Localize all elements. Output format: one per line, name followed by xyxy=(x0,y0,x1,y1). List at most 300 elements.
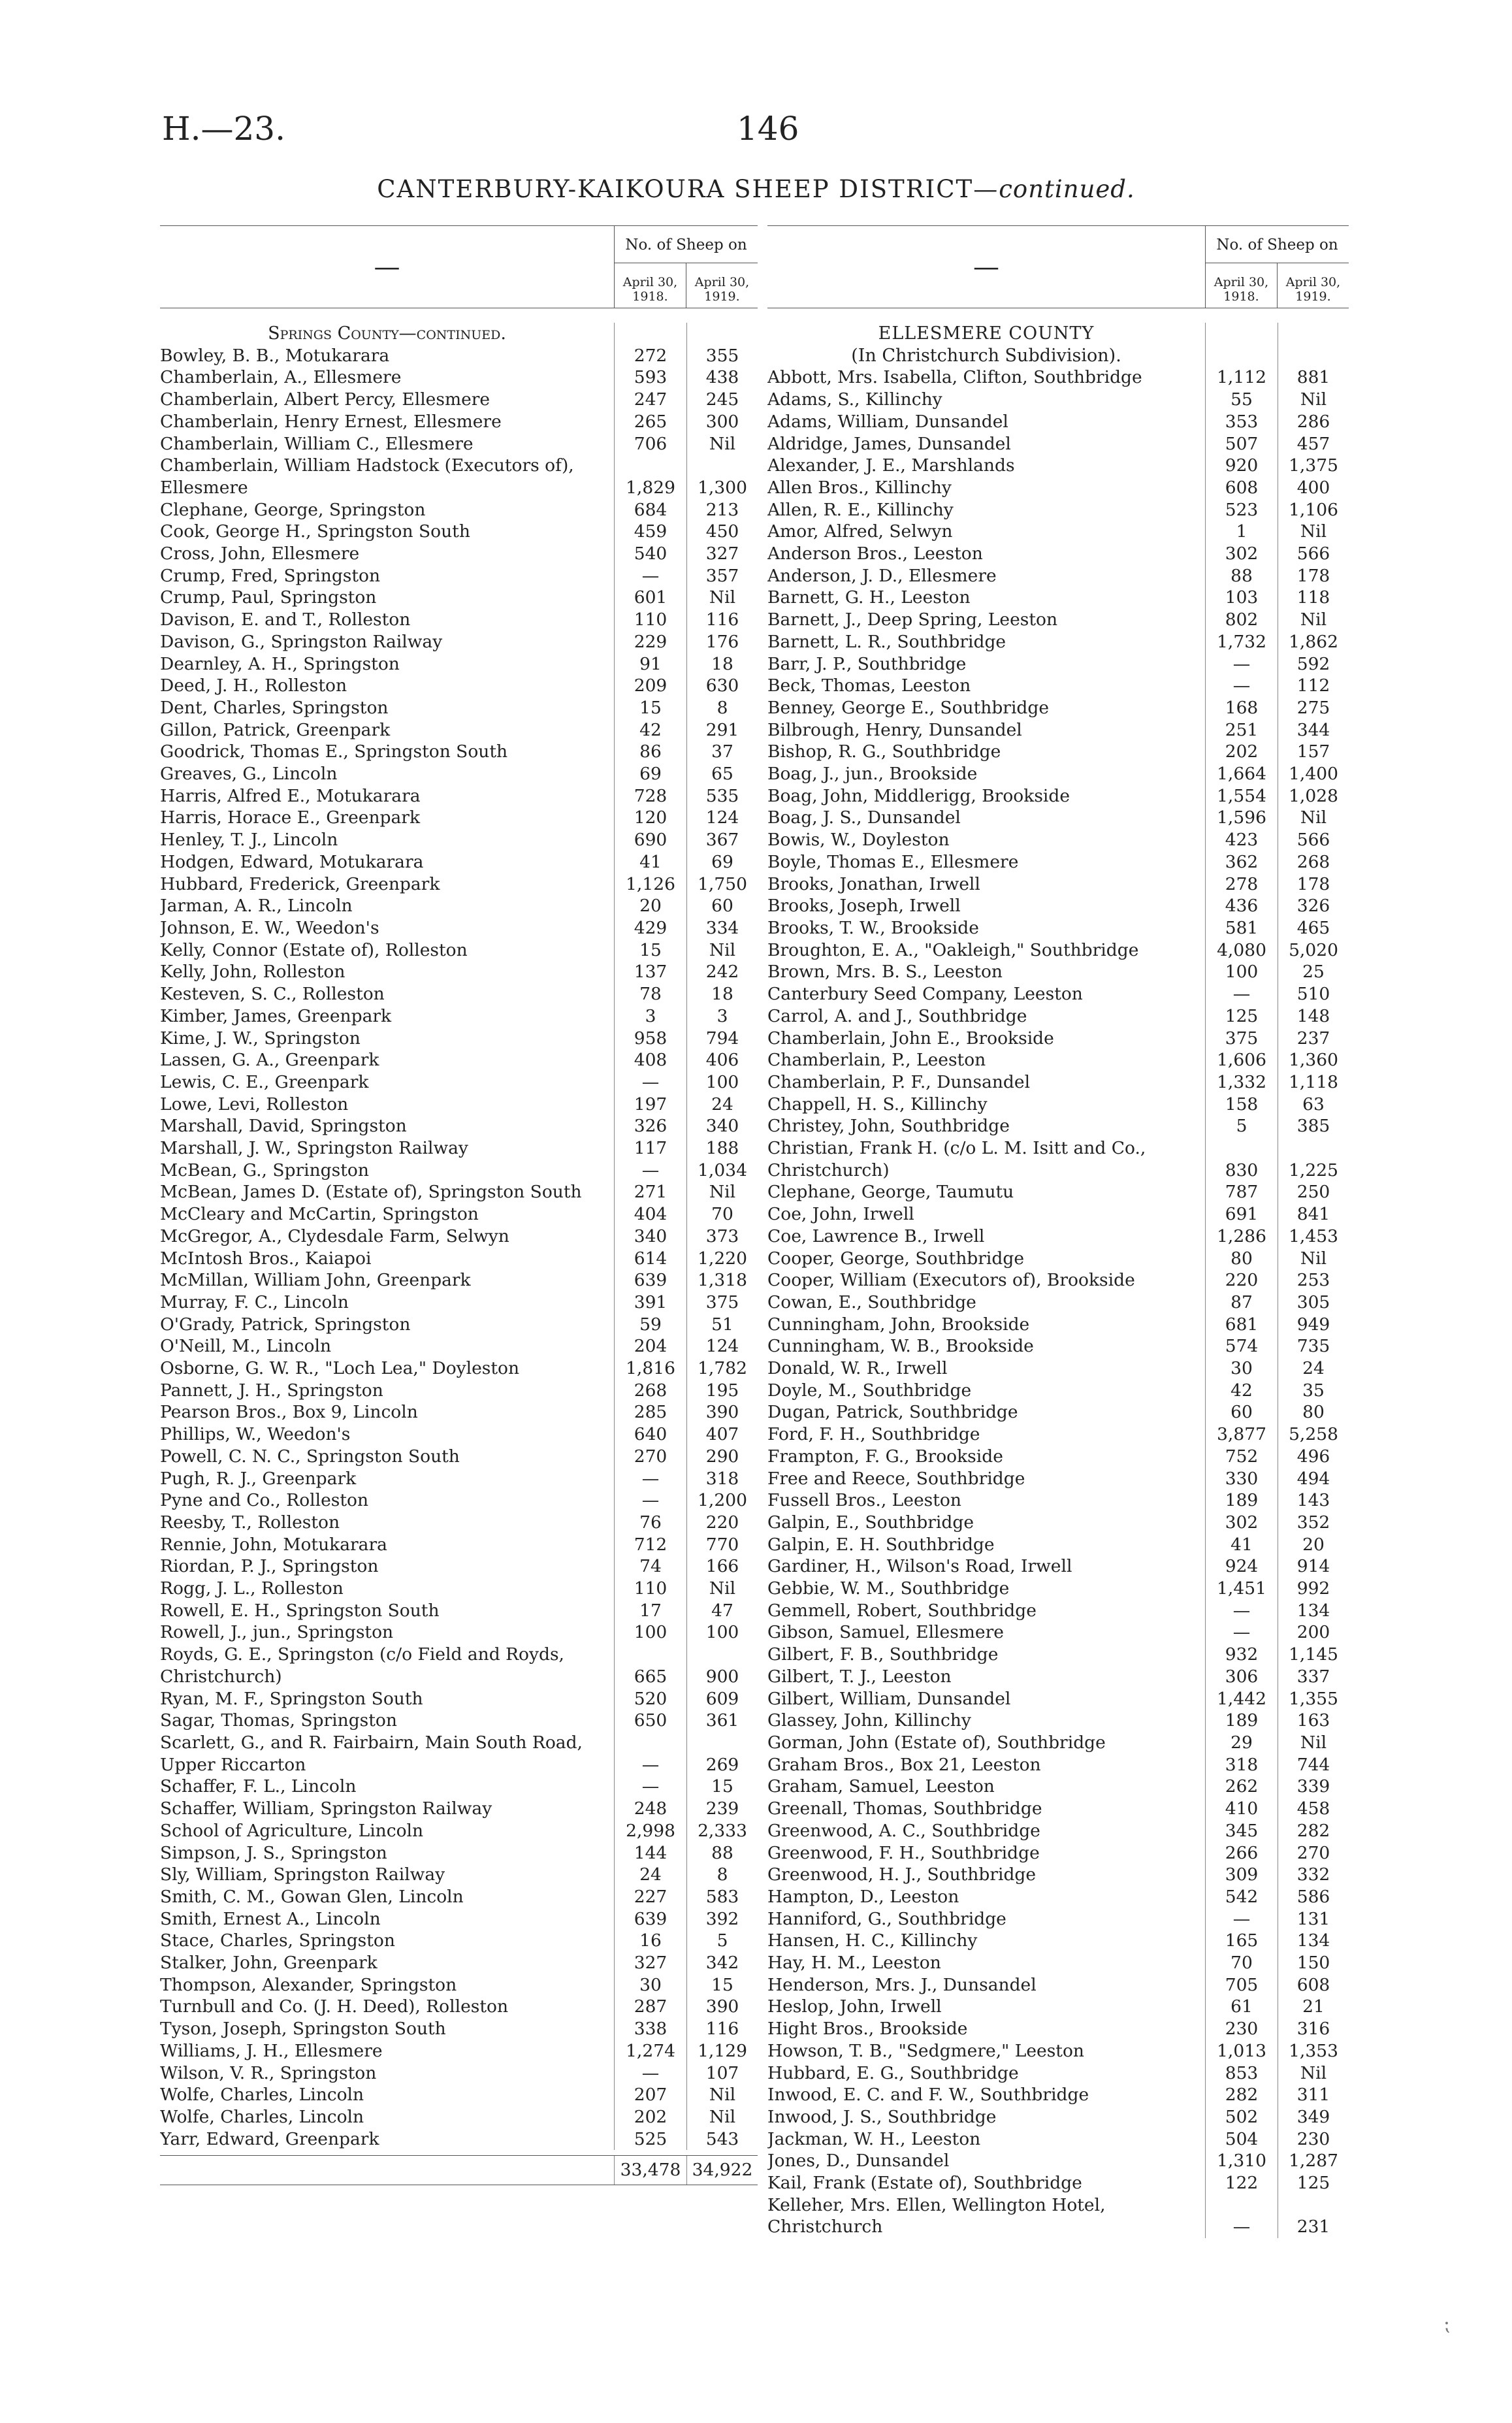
owner-name: Barnett, L. R., Southbridge xyxy=(767,631,1006,652)
sheep-1919: 438 xyxy=(686,366,758,389)
table-row xyxy=(160,1358,758,1380)
sheep-1919: 316 xyxy=(1278,2018,1349,2040)
owner-name: Chappell, H. S., Killinchy xyxy=(767,1094,988,1114)
sheep-1919: Nil xyxy=(1278,2062,1349,2085)
table-row xyxy=(160,1930,758,1952)
sheep-1919: Nil xyxy=(686,587,758,609)
sheep-1919: 1,353 xyxy=(1278,2040,1349,2062)
owner-name: Benney, George E., Southbridge xyxy=(767,697,1050,718)
table-row xyxy=(767,1666,1349,1688)
sheep-1918: 282 xyxy=(1205,2084,1278,2106)
table-row xyxy=(767,1292,1349,1314)
sheep-1918: 189 xyxy=(1205,1710,1278,1732)
owner-name: Adams, S., Killinchy xyxy=(767,389,942,410)
table-row xyxy=(160,1600,758,1622)
table-row xyxy=(160,521,758,543)
table-row xyxy=(160,1489,758,1512)
table-row xyxy=(767,1688,1349,1710)
table-row xyxy=(160,1468,758,1490)
sheep-1919: 349 xyxy=(1278,2106,1349,2128)
sheep-1918: — xyxy=(614,1489,686,1512)
table-row xyxy=(160,983,758,1005)
table-row xyxy=(160,411,758,433)
sheep-1918: — xyxy=(1205,1600,1278,1622)
owner-name: Frampton, F. G., Brookside xyxy=(767,1446,1003,1467)
table-row xyxy=(160,1842,758,1864)
table-row xyxy=(767,939,1349,962)
sheep-1919: 1,862 xyxy=(1278,631,1349,653)
table-row xyxy=(160,1555,758,1578)
sheep-1918: 30 xyxy=(1205,1358,1278,1380)
table-row xyxy=(767,1908,1349,1930)
sheep-1918: 330 xyxy=(1205,1468,1278,1490)
sheep-1918: 502 xyxy=(1205,2106,1278,2128)
sheep-1919: 300 xyxy=(686,411,758,433)
owner-name: Gilbert, F. B., Southbridge xyxy=(767,1644,999,1665)
sheep-1919: 361 xyxy=(686,1710,758,1732)
right-name-header: — xyxy=(973,252,999,282)
sheep-1919: 116 xyxy=(686,2018,758,2040)
margin-mark: ⁏ xyxy=(1443,2313,1451,2335)
table-row xyxy=(160,1820,758,1842)
table-row xyxy=(767,1314,1349,1336)
owner-name: Simpson, J. S., Springston xyxy=(160,1842,387,1863)
owner-name: Scarlett, G., and R. Fairbairn, Main South Road, Upper Riccarton xyxy=(160,1732,583,1775)
table-row xyxy=(767,1644,1349,1666)
owner-name: Gibson, Samuel, Ellesmere xyxy=(767,1622,1004,1643)
table-row xyxy=(160,1974,758,1996)
sheep-1919: 275 xyxy=(1278,697,1349,719)
table-row xyxy=(160,565,758,587)
sheep-1918: 74 xyxy=(614,1555,686,1578)
table-row xyxy=(160,1314,758,1336)
owner-name: Crump, Paul, Springston xyxy=(160,587,377,608)
owner-name: Reesby, T., Rolleston xyxy=(160,1512,340,1533)
sheep-1919: 592 xyxy=(1278,653,1349,675)
sheep-1918: 202 xyxy=(614,2106,686,2128)
table-row xyxy=(767,565,1349,587)
table-row xyxy=(160,2128,758,2151)
sheep-1919: 124 xyxy=(686,807,758,829)
table-row xyxy=(160,1226,758,1248)
owner-name: Boag, J. S., Dunsandel xyxy=(767,807,961,828)
owner-name: Thompson, Alexander, Springston xyxy=(160,1974,457,1995)
sheep-1919: 311 xyxy=(1278,2084,1349,2106)
owner-name: Heslop, John, Irwell xyxy=(767,1996,942,2017)
sheep-1918: — xyxy=(1205,653,1278,675)
sheep-1919: 373 xyxy=(686,1226,758,1248)
table-row xyxy=(160,675,758,697)
sheep-1918: 229 xyxy=(614,631,686,653)
owner-name: Royds, G. E., Springston (c/o Field and Royds, Christchurch) xyxy=(160,1644,564,1687)
owner-name: Harris, Alfred E., Motukarara xyxy=(160,785,421,806)
table-row xyxy=(767,477,1349,499)
owner-name: Bilbrough, Henry, Dunsandel xyxy=(767,719,1022,740)
owner-name: Clephane, George, Springston xyxy=(160,499,426,520)
sheep-1918: 15 xyxy=(614,939,686,962)
owner-name: Allen, R. E., Killinchy xyxy=(767,499,954,520)
table-row xyxy=(767,1534,1349,1556)
right-table xyxy=(767,225,1349,2238)
sheep-1918: 1,332 xyxy=(1205,1071,1278,1094)
left-total-1919: 34,922 xyxy=(686,2156,758,2185)
sheep-1918: 87 xyxy=(1205,1292,1278,1314)
sheep-1918: 1,554 xyxy=(1205,785,1278,807)
owner-name: Hubbard, E. G., Southbridge xyxy=(767,2062,1019,2083)
table-row xyxy=(767,1005,1349,1028)
owner-name: Abbott, Mrs. Isabella, Clifton, Southbridge xyxy=(767,367,1142,388)
sheep-1918: 30 xyxy=(614,1974,686,1996)
table-row xyxy=(160,1732,758,1776)
owner-name: Cook, George H., Springston South xyxy=(160,521,470,542)
sheep-1919: 134 xyxy=(1278,1930,1349,1952)
table-row xyxy=(160,1292,758,1314)
owner-name: Gilbert, William, Dunsandel xyxy=(767,1688,1011,1709)
sheep-1918: 691 xyxy=(1205,1203,1278,1226)
table-row xyxy=(160,1996,758,2018)
sheep-1919: 457 xyxy=(1278,433,1349,455)
sheep-1918: 429 xyxy=(614,917,686,939)
table-row xyxy=(160,851,758,873)
sheep-1918: 601 xyxy=(614,587,686,609)
sheep-1918: 787 xyxy=(1205,1181,1278,1203)
sheep-1919: 25 xyxy=(1278,961,1349,983)
sheep-1919: 535 xyxy=(686,785,758,807)
sheep-1919: Nil xyxy=(1278,609,1349,631)
sheep-1918: 391 xyxy=(614,1292,686,1314)
table-row xyxy=(160,2106,758,2128)
table-row xyxy=(767,1094,1349,1116)
sheep-1918: 4,080 xyxy=(1205,939,1278,962)
sheep-1919: 157 xyxy=(1278,741,1349,763)
table-row xyxy=(767,1996,1349,2018)
table-row xyxy=(160,1160,758,1182)
owner-name: Cross, John, Ellesmere xyxy=(160,544,360,564)
owner-name: Ford, F. H., Southbridge xyxy=(767,1424,980,1445)
sheep-1918: 3 xyxy=(614,1005,686,1028)
sheep-1919: 231 xyxy=(1278,2194,1349,2238)
sheep-1919: Nil xyxy=(686,1578,758,1600)
table-row xyxy=(767,1248,1349,1270)
sheep-1919: 24 xyxy=(686,1094,758,1116)
sheep-1919: 100 xyxy=(686,1621,758,1644)
sheep-1918: 712 xyxy=(614,1534,686,1556)
owner-name: Dent, Charles, Springston xyxy=(160,697,389,718)
sheep-1919: 125 xyxy=(1278,2172,1349,2194)
sheep-1918: 507 xyxy=(1205,433,1278,455)
owner-name: Chamberlain, William Hadstock (Executors of), Ellesmere xyxy=(160,455,574,498)
owner-name: Free and Reece, Southbridge xyxy=(767,1468,1025,1489)
sheep-1918: 24 xyxy=(614,1864,686,1886)
table-row xyxy=(160,1952,758,1974)
sheep-1918: 110 xyxy=(614,609,686,631)
sheep-1919: 239 xyxy=(686,1798,758,1820)
table-row xyxy=(160,1644,758,1687)
sheep-1919: 118 xyxy=(1278,587,1349,609)
sheep-1919: 608 xyxy=(1278,1974,1349,1996)
owner-name: Amor, Alfred, Selwyn xyxy=(767,521,953,542)
owner-name: Crump, Fred, Springston xyxy=(160,565,381,586)
table-row xyxy=(160,2084,758,2106)
table-row xyxy=(767,1974,1349,1996)
owner-name: Boag, John, Middlerigg, Brookside xyxy=(767,785,1070,806)
sheep-1919: 1,287 xyxy=(1278,2150,1349,2172)
right-section-sub: (In Christchurch Subdivision). xyxy=(851,345,1121,366)
owner-name: O'Grady, Patrick, Springston xyxy=(160,1314,411,1335)
table-row xyxy=(160,1798,758,1820)
sheep-1918: 122 xyxy=(1205,2172,1278,2194)
owner-name: Kelly, John, Rolleston xyxy=(160,962,346,983)
sheep-1919: 770 xyxy=(686,1534,758,1556)
owner-name: Tyson, Joseph, Springston South xyxy=(160,2019,446,2040)
table-row xyxy=(160,1049,758,1071)
sheep-1918: 168 xyxy=(1205,697,1278,719)
sheep-1918: 404 xyxy=(614,1203,686,1226)
table-row xyxy=(160,1071,758,1094)
table-row xyxy=(767,983,1349,1005)
sheep-1919: 375 xyxy=(686,1292,758,1314)
sheep-1919: 8 xyxy=(686,1864,758,1886)
owner-name: Greenwood, A. C., Southbridge xyxy=(767,1820,1040,1841)
owner-name: Henley, T. J., Lincoln xyxy=(160,830,338,851)
left-section-title: Springs County—continued. xyxy=(268,323,506,344)
sheep-1919: 5 xyxy=(686,1930,758,1952)
table-row xyxy=(767,785,1349,807)
sheep-1919: 15 xyxy=(686,1974,758,1996)
sheep-1919: 841 xyxy=(1278,1203,1349,1226)
sheep-1918: 197 xyxy=(614,1094,686,1116)
table-row xyxy=(767,1335,1349,1358)
owner-name: Cooper, George, Southbridge xyxy=(767,1248,1025,1269)
sheep-1919: 150 xyxy=(1278,1952,1349,1974)
left-name-header: — xyxy=(374,252,400,282)
owner-name: Yarr, Edward, Greenpark xyxy=(160,2128,379,2149)
sheep-1918: 958 xyxy=(614,1028,686,1050)
table-row xyxy=(160,939,758,962)
owner-name: Greaves, G., Lincoln xyxy=(160,764,338,785)
sheep-1919: 69 xyxy=(686,851,758,873)
table-row xyxy=(767,653,1349,675)
sheep-1919: 18 xyxy=(686,653,758,675)
owner-name: Jarman, A. R., Lincoln xyxy=(160,896,353,917)
sheep-1918: 247 xyxy=(614,389,686,411)
table-row xyxy=(767,1489,1349,1512)
sheep-1919: 400 xyxy=(1278,477,1349,499)
sheep-1919: 63 xyxy=(1278,1094,1349,1116)
sheep-1918: 504 xyxy=(1205,2128,1278,2151)
sheep-1918: 340 xyxy=(614,1226,686,1248)
owner-name: Kelly, Connor (Estate of), Rolleston xyxy=(160,939,468,960)
owner-name: Chamberlain, P., Leeston xyxy=(767,1050,986,1071)
owner-name: Turnbull and Co. (J. H. Deed), Rolleston xyxy=(160,1996,509,2017)
sheep-1919: Nil xyxy=(686,2106,758,2128)
owner-name: Chamberlain, A., Ellesmere xyxy=(160,367,402,388)
owner-name: Greenwood, H. J., Southbridge xyxy=(767,1864,1037,1885)
sheep-1919: 269 xyxy=(686,1732,758,1776)
sheep-1919: 334 xyxy=(686,917,758,939)
sheep-1918: 640 xyxy=(614,1423,686,1446)
table-row xyxy=(767,2128,1349,2151)
owner-name: Lassen, G. A., Greenpark xyxy=(160,1050,379,1071)
table-row xyxy=(160,697,758,719)
sheep-1918: 540 xyxy=(614,543,686,565)
sheep-1918: 189 xyxy=(1205,1489,1278,1512)
sheep-1918: 375 xyxy=(1205,1028,1278,1050)
table-row xyxy=(160,1137,758,1160)
table-row xyxy=(767,851,1349,873)
owner-name: Greenall, Thomas, Southbridge xyxy=(767,1798,1042,1819)
sheep-1918: 103 xyxy=(1205,587,1278,609)
owner-name: Stace, Charles, Springston xyxy=(160,1930,395,1951)
owner-name: Kelleher, Mrs. Ellen, Wellington Hotel, Christchurch xyxy=(767,2194,1106,2237)
sheep-1919: 18 xyxy=(686,983,758,1005)
owner-name: Stalker, John, Greenpark xyxy=(160,1953,378,1974)
sheep-1918: 327 xyxy=(614,1952,686,1974)
sheep-1919: 1,453 xyxy=(1278,1226,1349,1248)
right-table-header xyxy=(767,226,1349,308)
table-row xyxy=(160,895,758,917)
table-row xyxy=(767,1380,1349,1402)
table-row xyxy=(767,1710,1349,1732)
table-row xyxy=(160,1621,758,1644)
sheep-1919: 20 xyxy=(1278,1534,1349,1556)
owner-name: Cooper, William (Executors of), Brookside xyxy=(767,1270,1135,1291)
owner-name: Jones, D., Dunsandel xyxy=(767,2151,950,2171)
table-row xyxy=(160,1203,758,1226)
table-row xyxy=(767,1203,1349,1226)
sheep-1918: 650 xyxy=(614,1710,686,1732)
sheep-1918: — xyxy=(614,1732,686,1776)
sheep-1918: 1,112 xyxy=(1205,366,1278,389)
left-table xyxy=(160,225,758,2185)
sheep-1918: 70 xyxy=(1205,1952,1278,1974)
table-row xyxy=(767,2018,1349,2040)
sheep-1918: 285 xyxy=(614,1401,686,1423)
sheep-1918: 3,877 xyxy=(1205,1423,1278,1446)
table-row xyxy=(160,1115,758,1137)
table-row xyxy=(767,763,1349,785)
sheep-1918: 639 xyxy=(614,1269,686,1292)
owner-name: Marshall, J. W., Springston Railway xyxy=(160,1138,468,1159)
sheep-1918: 362 xyxy=(1205,851,1278,873)
table-row xyxy=(160,1578,758,1600)
sheep-1918: 120 xyxy=(614,807,686,829)
sheep-1919: 1,200 xyxy=(686,1489,758,1512)
owner-name: Aldridge, James, Dunsandel xyxy=(767,433,1011,454)
owner-name: Hay, H. M., Leeston xyxy=(767,1953,941,1974)
table-row xyxy=(767,807,1349,829)
sheep-1919: 340 xyxy=(686,1115,758,1137)
sheep-1919: 200 xyxy=(1278,1621,1349,1644)
sheep-1919: 195 xyxy=(686,1380,758,1402)
table-row xyxy=(767,873,1349,896)
table-row xyxy=(160,1423,758,1446)
sheep-1919: 134 xyxy=(1278,1600,1349,1622)
table-row xyxy=(767,917,1349,939)
sheep-1918: 278 xyxy=(1205,873,1278,896)
sheep-1919: Nil xyxy=(686,939,758,962)
table-row xyxy=(160,389,758,411)
table-row xyxy=(767,631,1349,653)
owner-name: Howson, T. B., "Sedgmere," Leeston xyxy=(767,2040,1084,2061)
sheep-1919: Nil xyxy=(1278,1248,1349,1270)
owner-name: Wolfe, Charles, Lincoln xyxy=(160,2106,364,2127)
table-row xyxy=(767,675,1349,697)
sheep-1919: 992 xyxy=(1278,1578,1349,1600)
sheep-1919: Nil xyxy=(686,2084,758,2106)
sheep-1919: 586 xyxy=(1278,1886,1349,1908)
table-row xyxy=(160,763,758,785)
sheep-1919: 450 xyxy=(686,521,758,543)
sheep-1919: 630 xyxy=(686,675,758,697)
sheep-1918: 137 xyxy=(614,961,686,983)
sheep-1919: 1,220 xyxy=(686,1248,758,1270)
sheep-1919: Nil xyxy=(1278,1732,1349,1754)
sheep-1919: 1,355 xyxy=(1278,1688,1349,1710)
sheep-1918: 705 xyxy=(1205,1974,1278,1996)
owner-name: Johnson, E. W., Weedon's xyxy=(160,917,379,938)
sheep-1918: 20 xyxy=(614,895,686,917)
table-row xyxy=(160,1512,758,1534)
table-row xyxy=(767,2172,1349,2194)
sheep-1918: 88 xyxy=(1205,565,1278,587)
sheep-1919: 100 xyxy=(686,1071,758,1094)
table-row xyxy=(767,389,1349,411)
sheep-1919: 735 xyxy=(1278,1335,1349,1358)
sheep-1919: 342 xyxy=(686,1952,758,1974)
table-row xyxy=(160,609,758,631)
left-total-1918: 33,478 xyxy=(614,2156,686,2185)
sheep-1918: — xyxy=(1205,983,1278,1005)
sheep-1918: 207 xyxy=(614,2084,686,2106)
sheep-1919: 131 xyxy=(1278,1908,1349,1930)
table-row xyxy=(767,1115,1349,1137)
table-row xyxy=(160,455,758,498)
sheep-1918: 5 xyxy=(1205,1115,1278,1137)
sheep-1919: Nil xyxy=(686,1181,758,1203)
sheep-1918: 1 xyxy=(1205,521,1278,543)
table-row xyxy=(767,2062,1349,2085)
sheep-1918: 520 xyxy=(614,1688,686,1710)
table-row xyxy=(767,1621,1349,1644)
owner-name: Ryan, M. F., Springston South xyxy=(160,1688,423,1709)
table-row xyxy=(767,1512,1349,1534)
sheep-1918: 59 xyxy=(614,1314,686,1336)
sheep-1919: 583 xyxy=(686,1886,758,1908)
sheep-1918: 80 xyxy=(1205,1248,1278,1270)
sheep-1918: 287 xyxy=(614,1996,686,2018)
sheep-1919: 1,750 xyxy=(686,873,758,896)
table-row xyxy=(767,1578,1349,1600)
sheep-1918: 523 xyxy=(1205,499,1278,521)
table-row xyxy=(767,697,1349,719)
sheep-1919: 900 xyxy=(686,1644,758,1687)
sheep-1919: 176 xyxy=(686,631,758,653)
sheep-1918: 302 xyxy=(1205,543,1278,565)
owner-name: Davison, G., Springston Railway xyxy=(160,631,443,652)
sheep-1918: 100 xyxy=(614,1621,686,1644)
sheep-1919: 494 xyxy=(1278,1468,1349,1490)
sheep-1919: 566 xyxy=(1278,543,1349,565)
sheep-1919: 357 xyxy=(686,565,758,587)
sheep-1919: 914 xyxy=(1278,1555,1349,1578)
table-row xyxy=(767,587,1349,609)
table-row xyxy=(160,1181,758,1203)
owner-name: Boyle, Thomas E., Ellesmere xyxy=(767,851,1019,872)
sheep-1918: 924 xyxy=(1205,1555,1278,1578)
left-date-1918: April 30, 1918. xyxy=(622,275,678,304)
owner-name: Broughton, E. A., "Oakleigh," Southbridge xyxy=(767,939,1139,960)
